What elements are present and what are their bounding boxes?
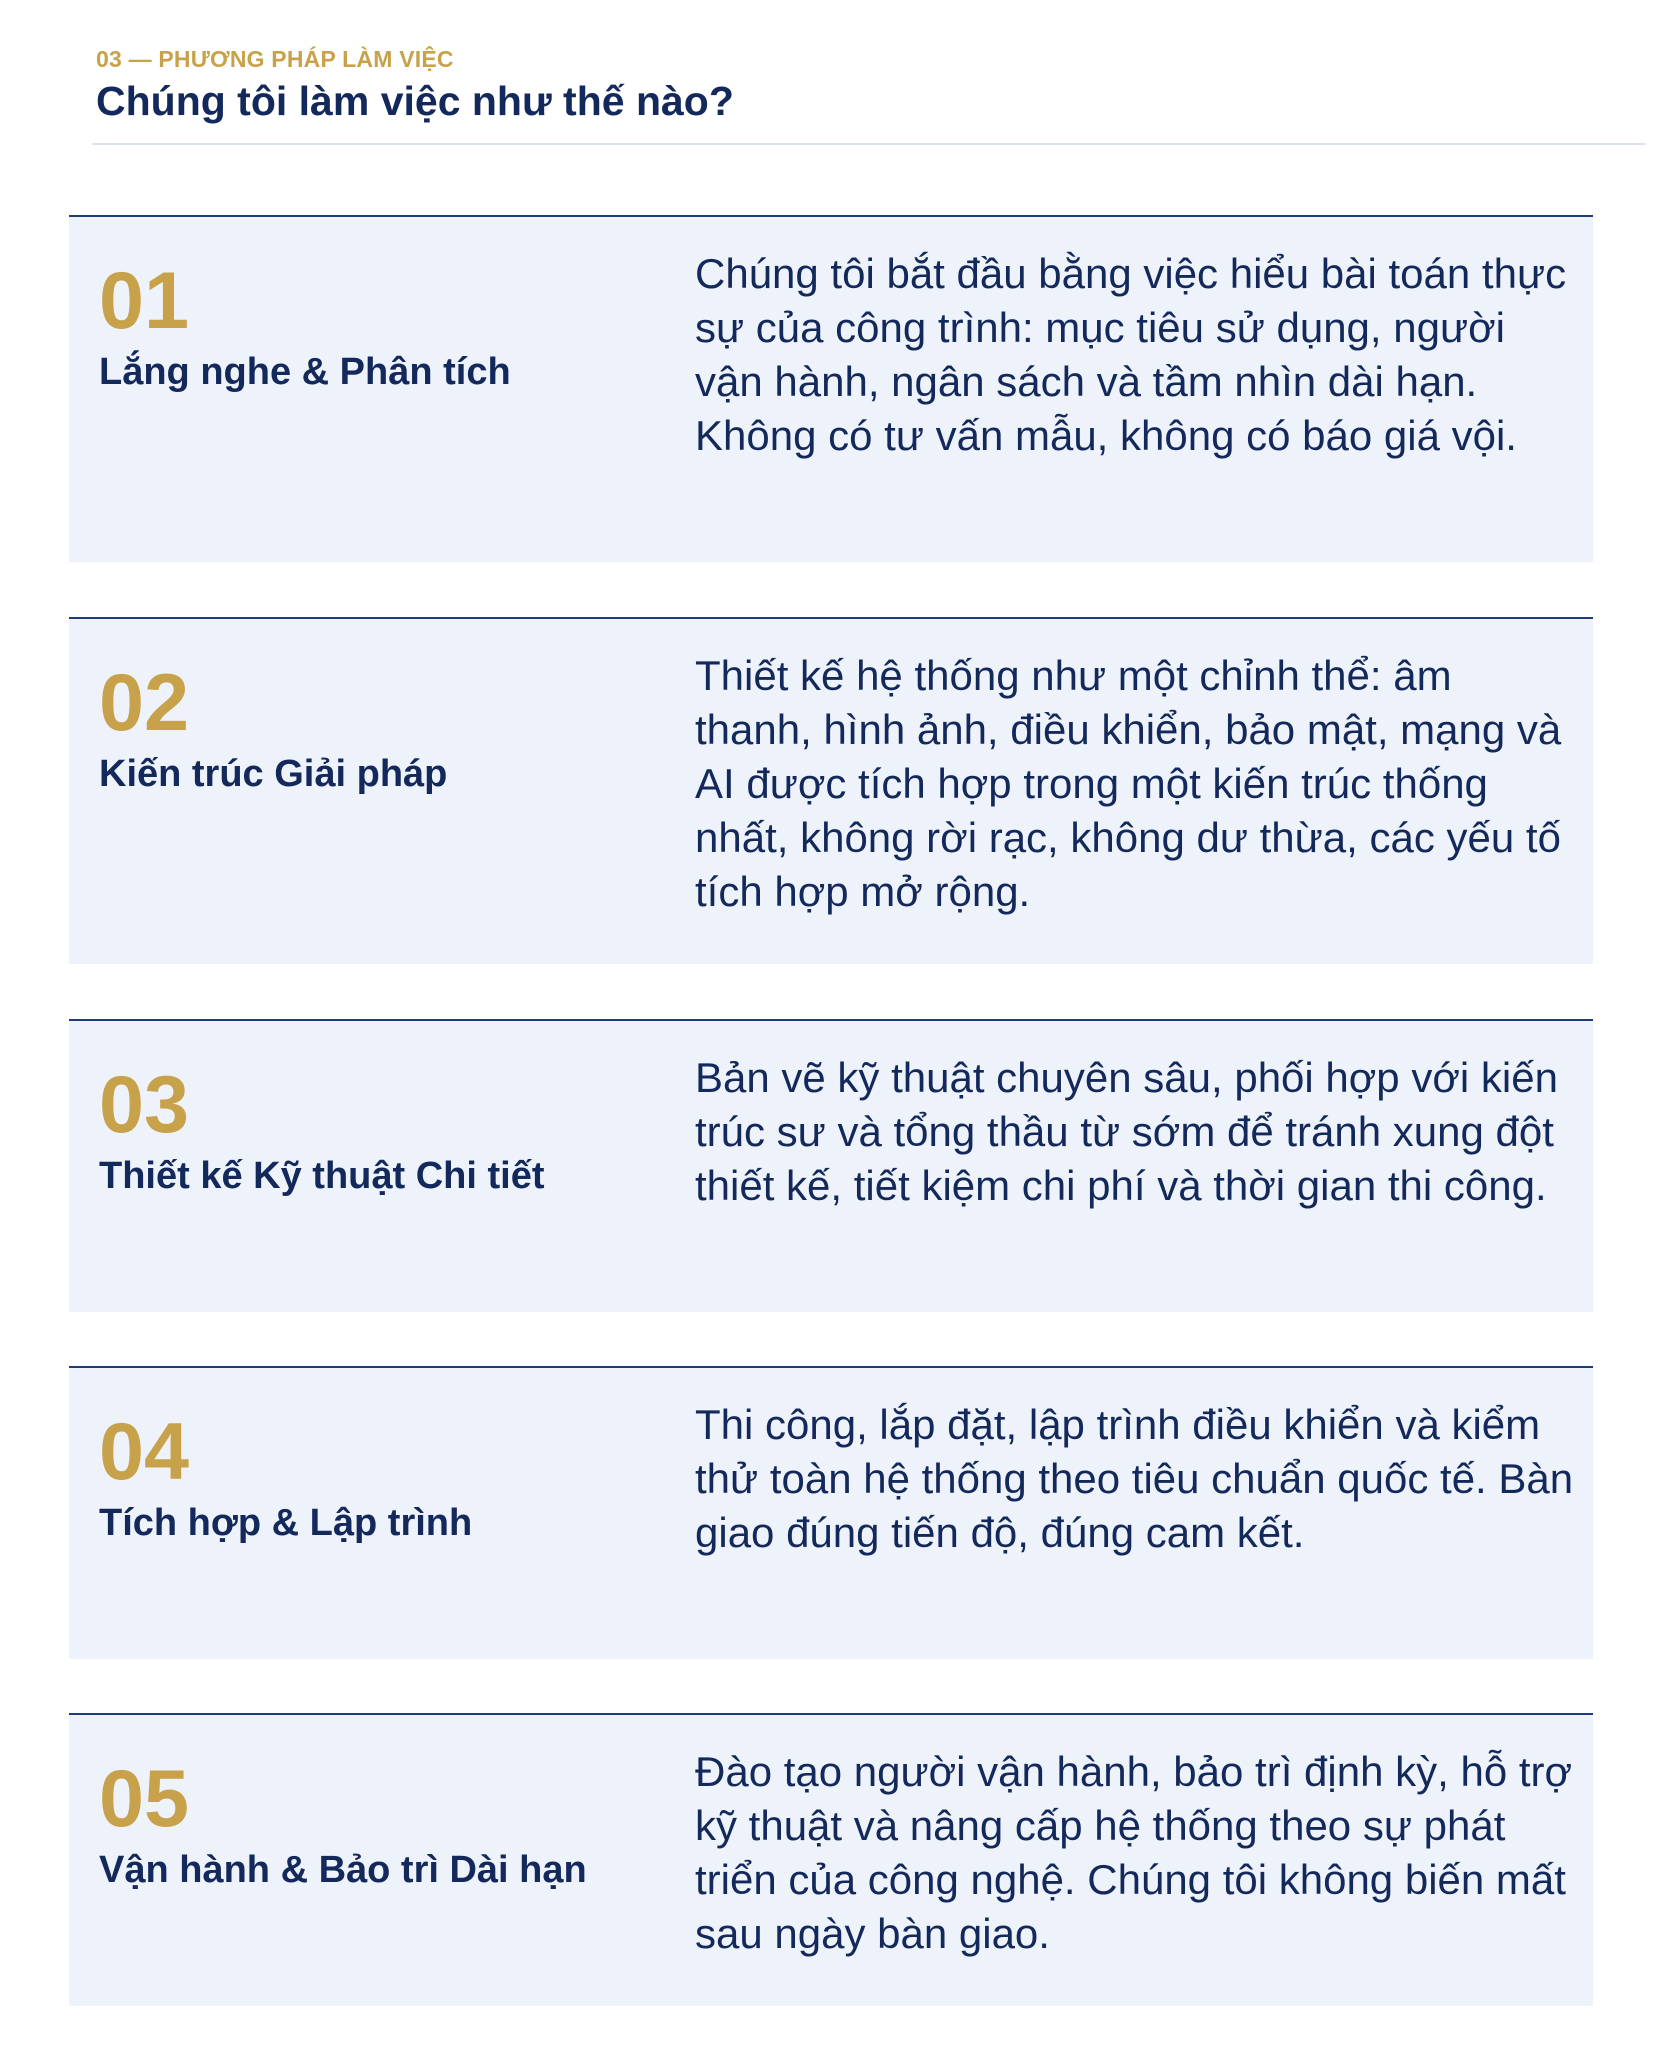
- step-description: Thiết kế hệ thống như một chỉnh thể: âm thanh, hình ảnh, điều khiển, bảo mật, mạng và AI được tích hợp trong một kiến trúc thống nhất, không rời rạc, không dư thừa, các yếu tố tích hợp mở rộng.: [695, 652, 1562, 915]
- step-card-03: [69, 1019, 1593, 1312]
- step-card-05: [69, 1713, 1593, 2006]
- step-description: Chúng tôi bắt đầu bằng việc hiểu bài toán thực sự của công trình: mục tiêu sử dụng, người vận hành, ngân sách và tầm nhìn dài hạn. Không có tư vấn mẫu, không có báo giá vội.: [695, 250, 1567, 459]
- step-card-04: [69, 1366, 1593, 1659]
- step-number: 02: [99, 658, 190, 748]
- step-description: Thi công, lắp đặt, lập trình điều khiển và kiểm thử toàn hệ thống theo tiêu chuẩn quốc tế. Bàn giao đúng tiến độ, đúng cam kết.: [695, 1401, 1574, 1556]
- step-title: Lắng nghe & Phân tích: [99, 351, 511, 393]
- step-title: Kiến trúc Giải pháp: [99, 753, 448, 795]
- step-description: Bản vẽ kỹ thuật chuyên sâu, phối hợp với kiến trúc sư và tổng thầu từ sớm để tránh xung đột thiết kế, tiết kiệm chi phí và thời gian thi công.: [695, 1054, 1558, 1209]
- step-number: 05: [99, 1754, 190, 1844]
- step-description: Đào tạo người vận hành, bảo trì định kỳ, hỗ trợ kỹ thuật và nâng cấp hệ thống theo sự phát triển của công nghệ. Chúng tôi không biến mất sau ngày bàn giao.: [695, 1748, 1573, 1957]
- step-title: Thiết kế Kỹ thuật Chi tiết: [99, 1155, 545, 1197]
- step-number: 01: [99, 256, 190, 346]
- step-number: 04: [99, 1407, 190, 1497]
- step-card-02: [69, 617, 1593, 964]
- header-divider: [92, 143, 1645, 145]
- step-card-01: [69, 215, 1593, 562]
- step-title: Vận hành & Bảo trì Dài hạn: [99, 1849, 587, 1891]
- section-eyebrow: 03 — PHƯƠNG PHÁP LÀM VIỆC: [96, 46, 454, 72]
- step-title: Tích hợp & Lập trình: [99, 1502, 473, 1544]
- step-number: 03: [99, 1060, 190, 1150]
- page-title: Chúng tôi làm việc như thế nào?: [96, 78, 734, 124]
